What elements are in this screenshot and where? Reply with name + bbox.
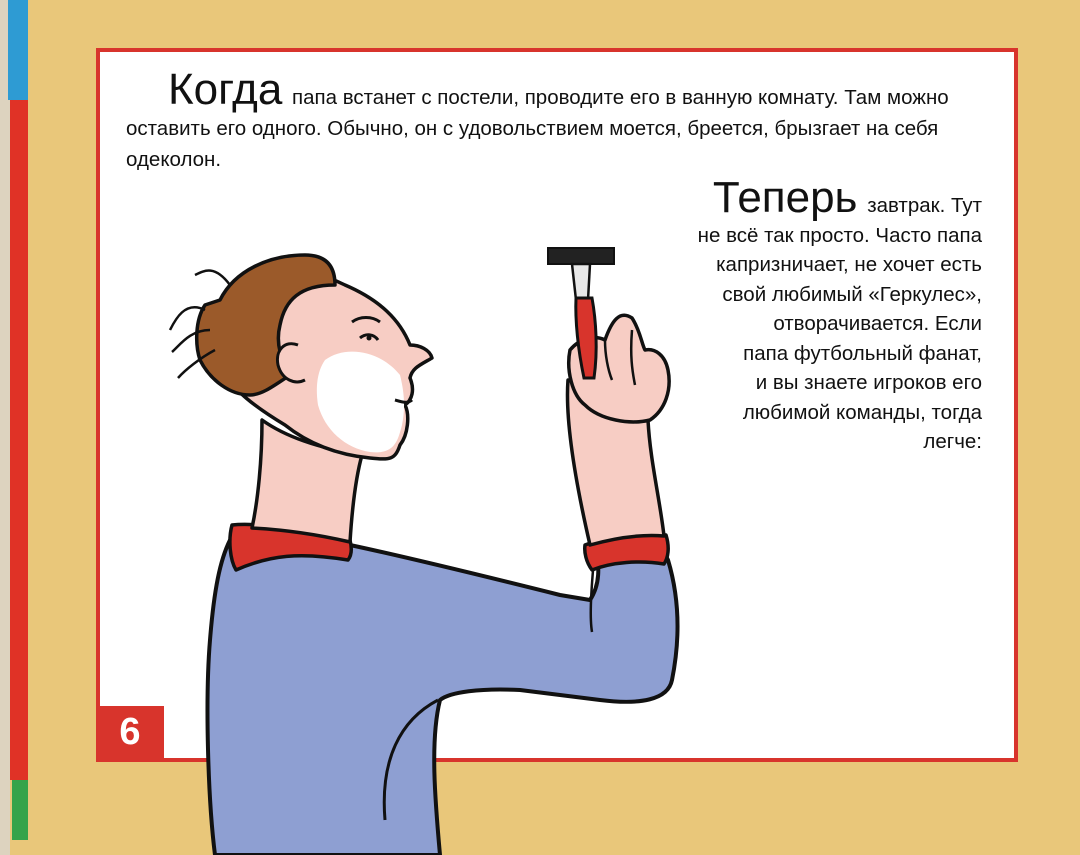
paragraph-2-lead-word: Теперь: [712, 173, 858, 222]
paragraph-2-line: и вы знаете игроков его: [755, 371, 982, 394]
paragraph-2-first-line-rest: завтрак. Тут: [867, 194, 982, 217]
paragraph-2-first-line: [600, 173, 982, 222]
paragraph-2-line: папа футбольный фанат,: [743, 341, 982, 365]
paragraph-1: [126, 65, 996, 175]
paragraph-2-line: капризничает, не хочет есть: [716, 253, 982, 276]
paragraph-1-lead-word: Когда: [168, 65, 283, 114]
razor-neck: [572, 264, 590, 300]
paragraph-1-text: папа встанет с постели, проводите его в ванную комнату. Там можно оставить его одного. Обычно, он с удовольствием моется, бреется, брызгает на себя одеколон.: [126, 86, 949, 171]
paragraph-2-line: отворачивается. Если: [773, 312, 982, 335]
paragraph-2-line: свой любимый «Геркулес»,: [722, 282, 982, 306]
paragraph-2-line: любимой команды, тогда: [742, 400, 982, 424]
paragraph-2-line: легче:: [923, 430, 982, 453]
paragraph-2: [600, 173, 982, 457]
page-number: 6: [96, 706, 164, 758]
paragraph-2-line: не всё так просто. Часто папа: [697, 223, 982, 247]
sweater: [208, 538, 678, 855]
